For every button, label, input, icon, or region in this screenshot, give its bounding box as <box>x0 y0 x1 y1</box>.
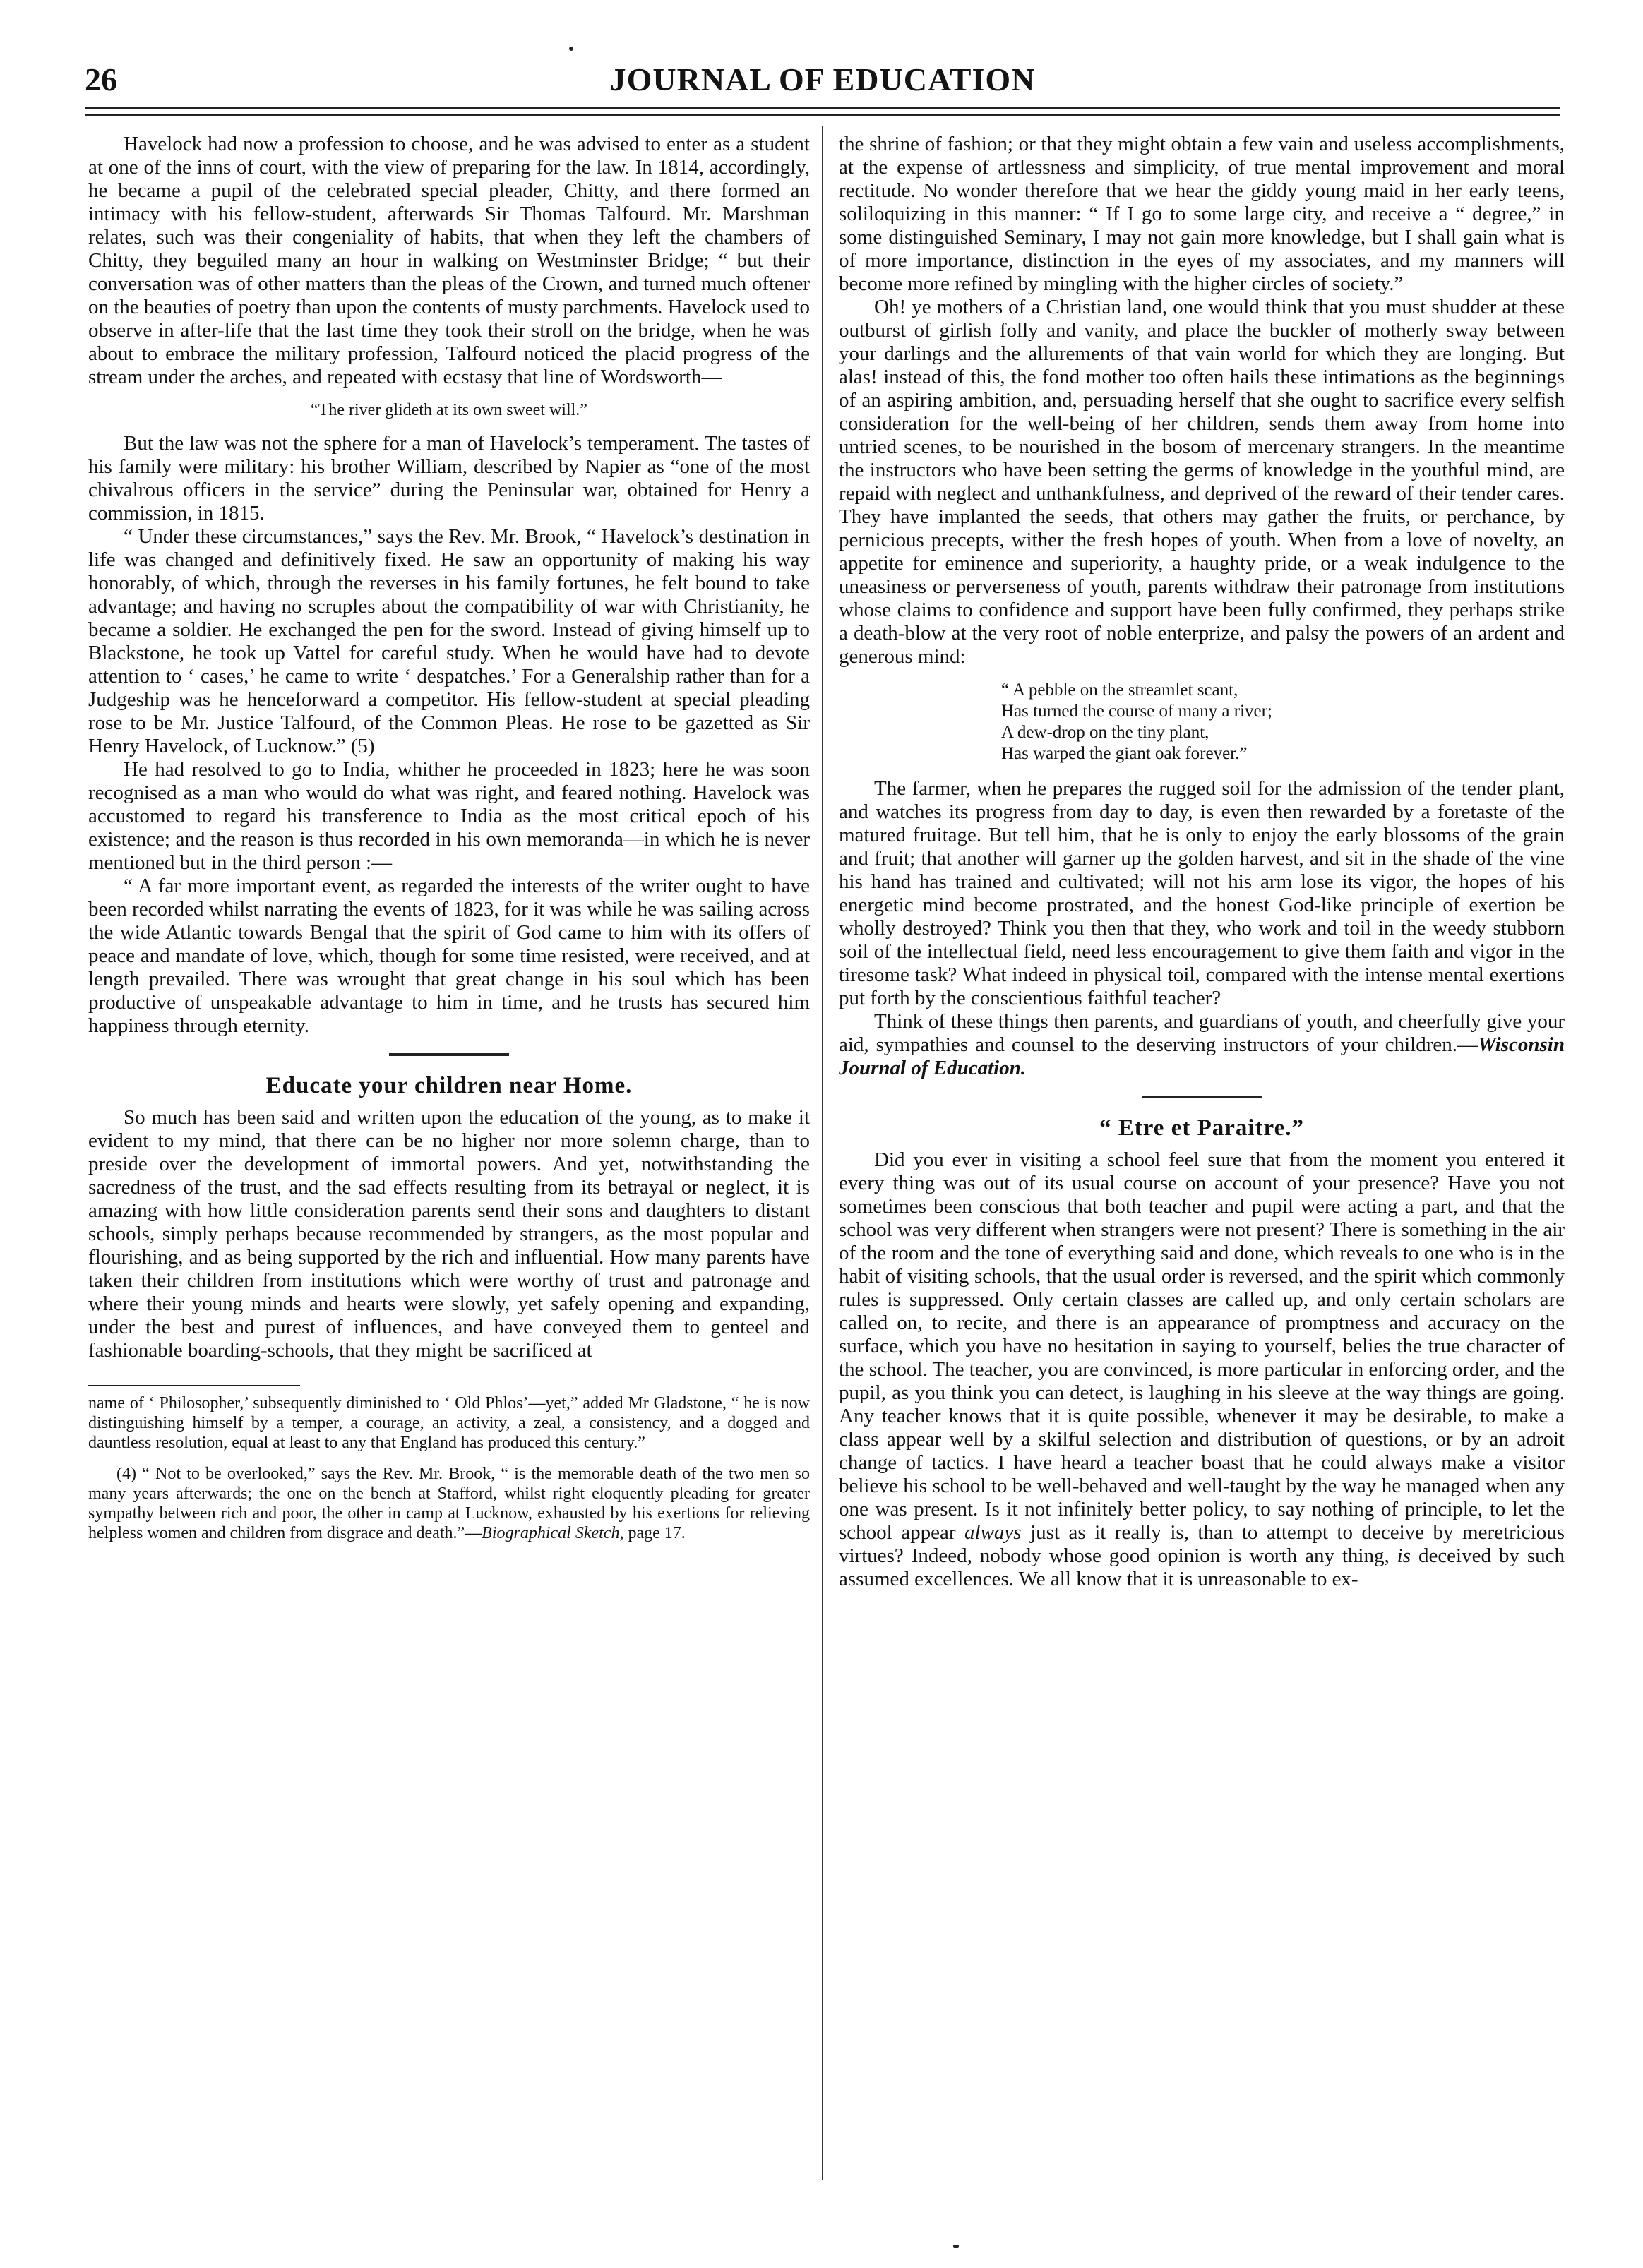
right-column <box>839 133 1565 1591</box>
page-header <box>85 61 1560 110</box>
bottom-mark <box>953 2245 959 2248</box>
emphasis: always <box>964 1521 1022 1544</box>
paragraph: So much has been said and written upon the education of the young, as to make it evident to my mind, that there can be no higher nor more solemn charge, than to preside over the development of immortal powers. And yet, notwithstanding the sacredness of the trust, and the sad effects resulting from its betrayal or neglect, it is amazing with how little consideration parents send their sons and daughters to distant schools, simply perhaps because recommended by strangers, as the most popular and flourishing, and as being supported by the rich and influential. How many parents have taken their children from institutions which were worthy of trust and patronage and where their young minds and hearts were slowly, yet safely opening and expanding, under the best and purest of influences, and have conveyed them to genteel and fashionable boarding-schools, that they might be sacrificed at <box>88 1106 810 1362</box>
footnote <box>88 1464 810 1543</box>
footnote-rule <box>88 1385 300 1386</box>
section-title: “ Etre et Paraitre.” <box>1099 1115 1304 1141</box>
paragraph: “ Under these circumstances,” says the Rev. Mr. Brook, “ Havelock’s destination in life was changed and definitively fixed. He saw an opportunity of making his way honorably, of which, through the reverses in his family fortunes, he felt bound to take advantage; and having no scruples about the compatibility of war with Christianity, he became a soldier. He exchanged the pen for the sword. Instead of giving himself up to Blackstone, he took up Vattel for careful study. When he would have had to devote attention to ‘ cases,’ he came to write ‘ despatches.’ For a Generalship rather than for a Judgeship was he henceforward a competitor. His fellow-student at special pleading rose to be Mr. Justice Talfourd, of the Common Pleas. He rose to be gazetted as Sir Henry Havelock, of Lucknow.” (5) <box>88 525 810 757</box>
poem-line: “ A pebble on the streamlet scant, <box>1001 680 1238 700</box>
paragraph: the shrine of fashion; or that they might obtain a few vain and useless accomplishments, at the expense of artlessness and simplicity, of true mental improvement and moral rectitude. No wonder therefore that we hear the giddy young maid in her early teens, soliloquizing in this manner: “ If I go to some large city, and receive a “ degree,” in some distinguished Seminary, I may not gain more knowledge, but I shall gain what is of more importance, distinction in the eyes of my associates, and my manners will become more refined by mingling with the higher circles of society.” <box>839 133 1565 295</box>
paragraph-text: Think of these things then parents, and guardians of youth, and cheerfully give your aid, sympathies and counsel to the deserving instructors of your children.— <box>839 1010 1565 1056</box>
paragraph: He had resolved to go to India, whither he proceeded in 1823; here he was soon recognised as a man who would do what was right, and feared nothing. Havelock was accustomed to regard his transference to India as the most critical epoch of his existence; and the reason is thus recorded in his own memoranda—in which he is never mentioned but in the third person :— <box>88 758 810 874</box>
paragraph-text: deceived by such assumed excellences. We all know that it is unreasonable to ex- <box>839 1544 1565 1590</box>
page-number: 26 <box>85 61 117 97</box>
poem-line: Has warped the giant oak forever.” <box>1001 744 1248 763</box>
paragraph-text: Did you ever in visiting a school feel sure that from the moment you entered it every thing was out of its usual course on account of your presence? Have you not sometimes been conscious that both teacher and pupil were acting a part, and that the school was very different when strangers were not present? There is something in the air of the room and the tone of everything said and done, which reveals to one who is in the habit of visiting schools, that the usual order is reversed, and the spirit which commonly rules is suppressed. Only certain classes are called up, and only certain scholars are called on, to recite, and there is an appearance of promptness and accuracy on the surface, which you have no hesitation in saying to yourself, belies the true character of the school. The teacher, you are convinced, is more particular in enforcing order, and the pupil, as you think you can detect, is laughing in his sleeve at the way things are going. Any teacher knows that it is quite possible, whenever it may be desirable, to make a class appear well by a skilful selection and distribution of questions, or by an adroit change of tactics. I have heard a teacher boast that he could always make a visitor believe his school to be well-behaved and well-taught by the way he managed when any one was present. Is it not infinitely better policy, to say nothing of principle, to let the school appear <box>839 1148 1565 1544</box>
header-rule-bottom <box>85 114 1560 116</box>
footnote-text: (4) “ Not to be overlooked,” says the Rev. Mr. Brook, “ is the memorable death of the two men so many years afterwards; the one on the bench at Stafford, whilst right eloquently pleading for greater sympathy between rich and poor, the other in camp at Lucknow, exhausted by his exertions for relieving helpless women and children from disgrace and death.”— <box>88 1465 810 1542</box>
emphasis: is <box>1397 1544 1411 1567</box>
footnote-page: page 17. <box>623 1524 686 1542</box>
left-column <box>88 133 810 1554</box>
section-divider <box>1142 1096 1262 1098</box>
header-rule-top <box>85 107 1560 109</box>
journal-title: JOURNAL OF EDUCATION <box>609 61 1036 97</box>
paragraph <box>839 1148 1565 1591</box>
section-title: Educate your children near Home. <box>265 1073 633 1098</box>
source-citation: Wisconsin Journal of Education. <box>839 1033 1565 1079</box>
poem-line: A dew-drop on the tiny plant, <box>1001 723 1209 742</box>
footnote: name of ‘ Philosopher,’ subsequently diminished to ‘ Old Phlos’—yet,” added Mr Gladstone, “ he is now distinguishing himself by a temper, a courage, an activity, a zeal, a consistency, and a dogged and dauntless resolution, equal at least to any that England has produced this century.” <box>88 1394 810 1452</box>
footnote-source: Biographical Sketch, <box>482 1524 624 1542</box>
paragraph: “ A far more important event, as regarded the interests of the writer ought to have been recorded whilst narrating the events of 1823, for it was while he was sailing across the wide Atlantic towards Bengal that the spirit of God came to him with its offers of peace and mandate of love, which, though for some time resisted, were received, and at length prevailed. There was wrought that great change in his soul which has been productive of unspeakable advantage to him in time, and he trusts has secured him happiness through eternity. <box>88 875 810 1037</box>
paragraph <box>839 1010 1565 1080</box>
paragraph: Havelock had now a profession to choose, and he was advised to enter as a student at one of the inns of court, with the view of preparing for the law. In 1814, accordingly, he became a pupil of the celebrated special pleader, Chitty, and there formed an intimacy with his fellow-student, afterwards Sir Thomas Talfourd. Mr. Marshman relates, such was their congeniality of habits, that when they left the chambers of Chitty, they beguiled many an hour in walking on Westminster Bridge; “ but their conversation was of other matters than the pleas of the Crown, and turned much oftener on the beauties of poetry than upon the contents of musty parchments. Havelock used to observe in after-life that the last time they took their stroll on the bridge, when he was about to embrace the military profession, Talfourd noticed the placid progress of the stream under the arches, and repeated with ecstasy that line of Wordsworth— <box>88 133 810 388</box>
paragraph: But the law was not the sphere for a man of Havelock’s temperament. The tastes of his family were military: his brother William, described by Napier as “one of the most chivalrous officers in the service” during the Peninsular war, obtained for Henry a commission, in 1815. <box>88 432 810 524</box>
column-divider <box>822 126 823 2180</box>
wordsworth-quote: “The river glideth at its own sweet will.” <box>311 401 587 419</box>
paragraph: Oh! ye mothers of a Christian land, one would think that you must shudder at these outburst of girlish folly and vanity, and place the buckler of motherly sway between your darlings and the allurements of that vain world for which they are longing. But alas! instead of this, the fond mother too often hails these intimations as the beginnings of an aspiring ambition, and, persuading herself that she ought to sacrifice every selfish consideration for the well-being of her children, sends them away from home into untried scenes, to be nourished in the bosom of mercenary strangers. In the meantime the instructors who have been setting the germs of knowledge in the youthful mind, are repaid with neglect and unthankfulness, and deprived of the reward of their tender cares. They have implanted the seeds, that others may gather the fruits, or perchance, by pernicious precepts, wither the fresh hopes of youth. When from a love of novelty, an appetite for eminence and superiority, a haughty pride, or a weak indulgence to the uneasiness or perverseness of youth, parents withdraw their patronage from institutions whose claims to confidence and support have been fully confirmed, they perhaps strike a death-blow at the very root of noble enterprize, and palsy the powers of an ardent and generous mind: <box>839 296 1565 668</box>
top-dot <box>569 47 573 51</box>
section-divider <box>389 1053 509 1056</box>
paragraph-text: just as it really is, than to attempt to deceive by meretricious virtues? Indeed, nobody whose good opinion is worth any thing, <box>839 1521 1565 1567</box>
poem <box>1001 680 1565 764</box>
paragraph: The farmer, when he prepares the rugged soil for the admission of the tender plant, and watches its progress from day to day, is even then rewarded by a foretaste of the matured fruitage. But tell him, that he is only to enjoy the early blossoms of the grain and fruit; that another will garner up the golden harvest, and sit in the shade of the vine his hand has trained and cultivated; will not his arm lose its vigor, the hopes of his energetic mind become prostrated, and the honest God-like principle of exertion be wholly destroyed? Think you then that they, who work and toil in the weedy stubborn soil of the intellectual field, need less encouragement to give them faith and vigor in the tiresome task? What indeed in physical toil, compared with the intense mental exertions put forth by the conscientious faithful teacher? <box>839 777 1565 1009</box>
poem-line: Has turned the course of many a river; <box>1001 702 1272 721</box>
